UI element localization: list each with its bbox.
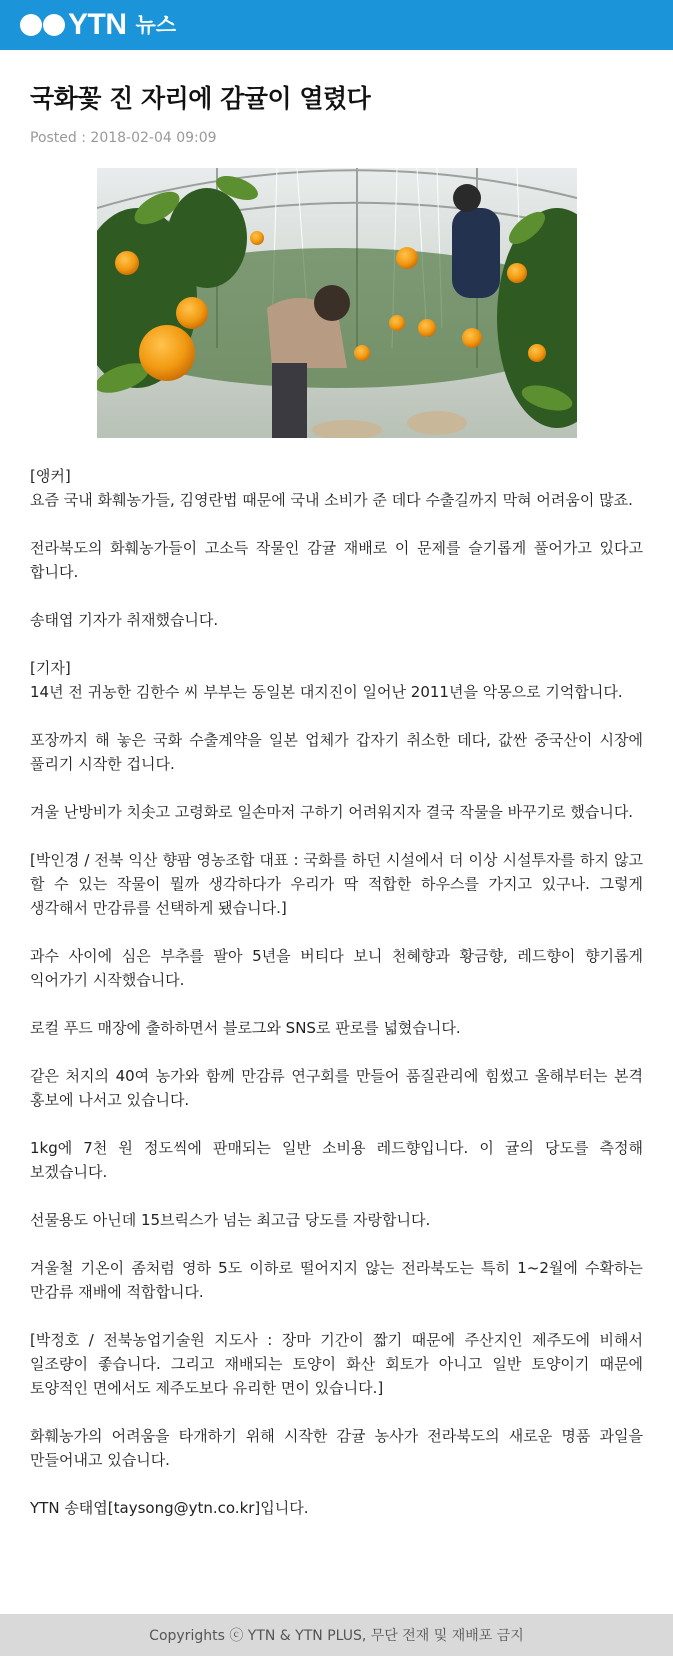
article-paragraph: 같은 처지의 40여 농가와 함께 만감류 연구회를 만들어 품질관리에 힘썼고 올해부터는 본격 홍보에 나서고 있습니다. xyxy=(30,1067,643,1109)
logo-brand-text: YTN xyxy=(68,8,127,41)
logo-dot-left xyxy=(20,14,42,36)
article-photo xyxy=(97,168,577,438)
posted-date: Posted : 2018-02-04 09:09 xyxy=(30,130,217,146)
site-header xyxy=(0,0,673,50)
article-paragraph: 과수 사이에 심은 부추를 팔아 5년을 버티다 보니 천혜향과 황금향, 레드향이 향기롭게 익어가기 시작했습니다. xyxy=(30,947,643,989)
article-body xyxy=(30,464,643,1520)
article-paragraph: [기자] 14년 전 귀농한 김한수 씨 부부는 동일본 대지진이 일어난 2011년을 악몽으로 기억합니다. xyxy=(30,659,623,701)
article-title: 국화꽃 진 자리에 감귤이 열렸다 xyxy=(30,84,371,113)
article xyxy=(0,83,673,1520)
logo-dot-right xyxy=(43,14,65,36)
article-paragraph: 겨울 난방비가 치솟고 고령화로 일손마저 구하기 어려워지자 결국 작물을 바꾸기로 했습니다. xyxy=(30,803,634,821)
article-paragraph: [앵커] 요즘 국내 화훼농가들, 김영란법 때문에 국내 소비가 준 데다 수출길까지 막혀 어려움이 많죠. xyxy=(30,467,633,509)
article-paragraph: 전라북도의 화훼농가들이 고소득 작물인 감귤 재배로 이 문제를 슬기롭게 풀어가고 있다고 합니다. xyxy=(30,539,643,581)
article-paragraph: 겨울철 기온이 좀처럼 영하 5도 이하로 떨어지지 않는 전라북도는 특히 1~2월에 수확하는 만감류 재배에 적합합니다. xyxy=(30,1259,643,1301)
article-paragraph: [박정호 / 전북농업기술원 지도사 : 장마 기간이 짧기 때문에 주산지인 제주도에 비해서 일조량이 좋습니다. 그리고 재배되는 토양이 화산 회토가 아니고 일반 토양이기 때문에 토양적인 면에서도 제주도보다 유리한 면이 있습니다.] xyxy=(30,1331,643,1397)
section-label[interactable]: 뉴스 xyxy=(135,12,177,37)
article-paragraph: 화훼농가의 어려움을 타개하기 위해 시작한 감귤 농사가 전라북도의 새로운 명품 과일을 만들어내고 있습니다. xyxy=(30,1427,643,1469)
article-paragraph: 선물용도 아닌데 15브릭스가 넘는 최고급 당도를 자랑합니다. xyxy=(30,1211,431,1229)
ytn-logo[interactable] xyxy=(20,10,127,40)
article-paragraph: 송태엽 기자가 취재했습니다. xyxy=(30,611,219,629)
article-paragraph: [박인경 / 전북 익산 향팜 영농조합 대표 : 국화를 하던 시설에서 더 이상 시설투자를 하지 않고 할 수 있는 작물이 뭘까 생각하다가 우리가 딱 적합한 하우스를 가지고 있구나. 그렇게 생각해서 만감류를 선택하게 됐습니다.] xyxy=(30,851,643,917)
article-paragraph: YTN 송태엽[taysong@ytn.co.kr]입니다. xyxy=(30,1499,309,1517)
article-paragraph: 로컬 푸드 매장에 출하하면서 블로그와 SNS로 판로를 넓혔습니다. xyxy=(30,1019,461,1037)
site-footer xyxy=(0,1614,673,1656)
article-paragraph: 포장까지 해 놓은 국화 수출계약을 일본 업체가 갑자기 취소한 데다, 값싼 중국산이 시장에 풀리기 시작한 겁니다. xyxy=(30,731,643,773)
copyright-text: Copyrights ⓒ YTN & YTN PLUS, 무단 전재 및 재배포 금지 xyxy=(149,1628,524,1644)
article-paragraph: 1kg에 7천 원 정도씩에 판매되는 일반 소비용 레드향입니다. 이 귤의 당도를 측정해 보겠습니다. xyxy=(30,1139,643,1181)
